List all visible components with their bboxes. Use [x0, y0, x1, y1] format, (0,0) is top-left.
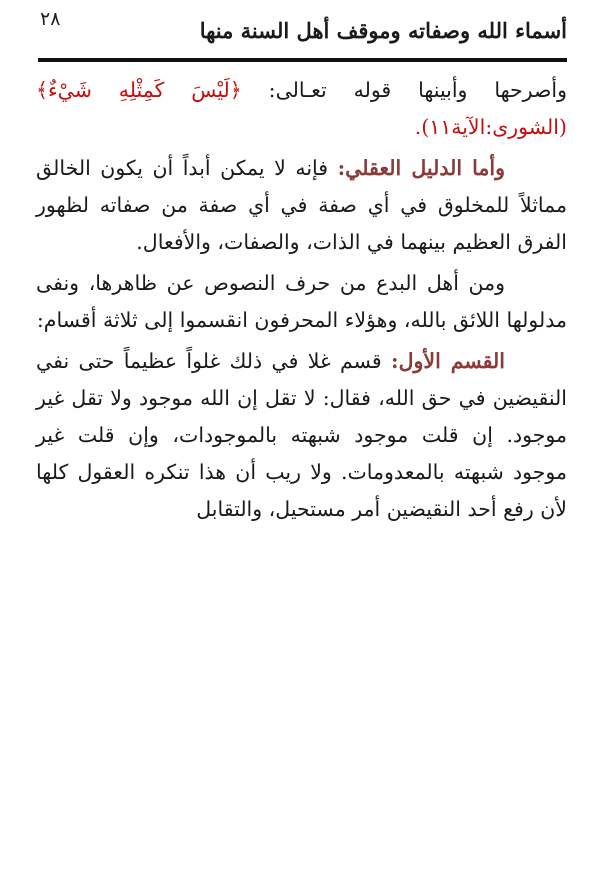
first-section-term: القسم الأول: [391, 349, 505, 373]
paragraph-3-text: ومن أهل البدع من حرف النصوص عن ظاهرها، ونفى مدلولها اللائق بالله، وهؤلاء المحرفون انقسموا إلى ثلاثة أقسام: [36, 271, 567, 332]
paragraph-2 [36, 150, 567, 261]
paragraph-2-text: فإنه لا يمكن أبداً أن يكون الخالق مماثلاً للمخلوق في أي صفة في أي صفة من صفاته لظهور الفرق العظيم بينهما في الذات، والصفات، والأفعال. [36, 156, 567, 254]
paragraph-1-lead: وأصرحها وأبينها قوله تعـالى: [241, 78, 567, 102]
paragraph-4 [36, 343, 567, 528]
body-text [36, 72, 567, 532]
paragraph-3 [36, 265, 567, 339]
paragraph-4-text: قسم غلا في ذلك غلواً عظيماً حتى نفي النقيضين في حق الله، فقال: لا تقل إن الله موجود ولا تقل غير موجود. إن قلت موجود شبهته بالموجودات، وإن قلت غير موجود شبهته بالمعدومات. ولا ريب أن هذا تنكره العقول كلها لأن رفع أحد النقيضين أمر مستحيل، والتقابل [36, 349, 567, 521]
quran-verse: ﴿لَيْسَ كَمِثْلِهِ شَيْءٌ﴾ (الشورى:الآية١١). [36, 78, 567, 139]
rational-evidence-term: وأما الدليل العقلي: [337, 156, 505, 180]
running-title: أسماء الله وصفاته وموقف أهل السنة منها [199, 18, 567, 43]
header-divider [38, 58, 567, 62]
page-header [38, 4, 567, 54]
paragraph-1 [36, 72, 567, 146]
page-number: ٢٨ [40, 8, 61, 30]
